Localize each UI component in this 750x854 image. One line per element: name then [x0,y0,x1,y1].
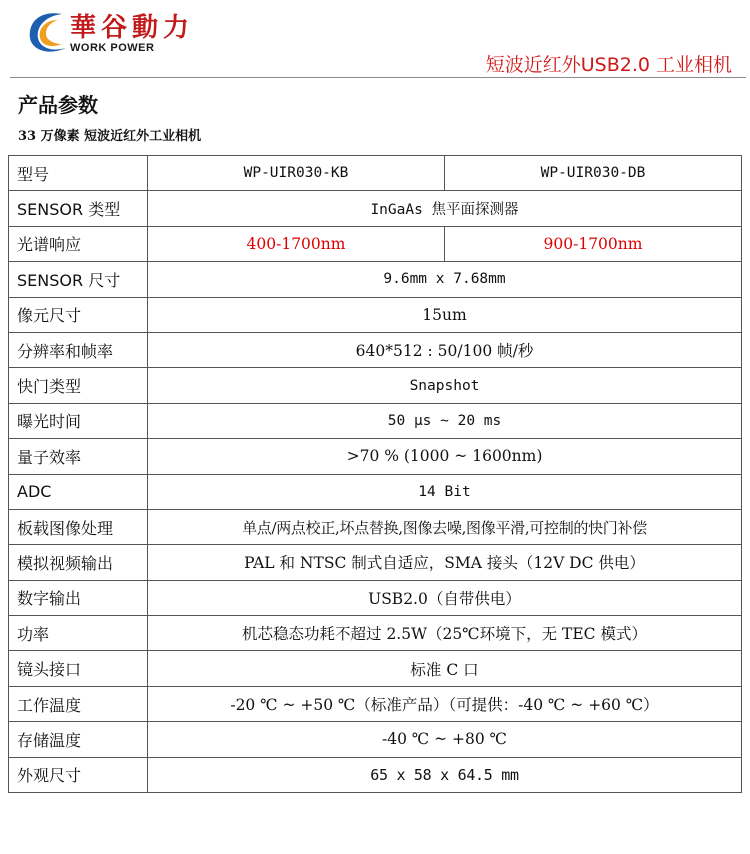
table-row [9,757,742,792]
row-value: 14 Bit [148,474,742,509]
row-value: 9.6mm x 7.68mm [148,262,742,297]
row-value: -40 ℃ ~ +80 ℃ [148,722,742,757]
row-label: SENSOR 尺寸 [9,262,148,297]
row-value: 50 μs ~ 20 ms [148,403,742,438]
table-row [9,616,742,651]
section-title: 产品参数 [18,93,98,117]
row-value: USB2.0（自带供电） [148,580,742,615]
table-row [9,439,742,474]
table-row-model [9,156,742,191]
row-value: 65 x 58 x 64.5 mm [148,757,742,792]
logo-chinese-name: 華谷動力 [70,13,195,43]
row-value: 标准 C 口 [148,651,742,686]
row-value: >70 % (1000 ~ 1600nm) [148,439,742,474]
row-label: 数字输出 [9,580,148,615]
table-row [9,545,742,580]
row-value: PAL 和 NTSC 制式自适应，SMA 接头（12V DC 供电） [148,545,742,580]
table-row [9,474,742,509]
row-value: 机芯稳态功耗不超过 2.5W（25℃环境下，无 TEC 模式） [148,616,742,651]
row-label: 镜头接口 [9,651,148,686]
row-label: 光谱响应 [9,226,148,261]
spectral-db: 900-1700nm [445,226,742,261]
row-label: 板载图像处理 [9,509,148,544]
row-value: Snapshot [148,368,742,403]
table-row [9,297,742,332]
row-label: 工作温度 [9,686,148,721]
row-label: 模拟视频输出 [9,545,148,580]
row-value: 15um [148,297,742,332]
row-label: 外观尺寸 [9,757,148,792]
table-row-sensor-type [9,191,742,226]
row-value: 单点/两点校正,坏点替换,图像去噪,图像平滑,可控制的快门补偿 [148,509,742,544]
row-label: 分辨率和帧率 [9,332,148,367]
table-row [9,686,742,721]
row-value: -20 ℃ ~ +50 ℃（标准产品）（可提供：-40 ℃ ~ +60 ℃） [148,686,742,721]
spectral-kb: 400-1700nm [148,226,445,261]
row-value: 640*512 : 50/100 帧/秒 [148,332,742,367]
model-kb: WP-UIR030-KB [148,156,445,191]
page-header [0,0,750,80]
row-label: 功率 [9,616,148,651]
table-row [9,509,742,544]
row-label: 存储温度 [9,722,148,757]
product-name: 短波近红外USB2.0 工业相机 [485,54,732,76]
row-label: 快门类型 [9,368,148,403]
model-db: WP-UIR030-DB [445,156,742,191]
table-row-spectral [9,226,742,261]
table-row [9,262,742,297]
row-label: 像元尺寸 [9,297,148,332]
table-row [9,368,742,403]
spec-table [8,155,742,793]
row-value: InGaAs 焦平面探测器 [148,191,742,226]
table-row [9,332,742,367]
table-row [9,651,742,686]
header-divider [10,77,746,78]
table-row [9,403,742,438]
row-label: 曝光时间 [9,403,148,438]
row-label: 型号 [9,156,148,191]
row-label: 量子效率 [9,439,148,474]
logo-swoosh-icon [0,0,80,70]
subtitle: 33 万像素 短波近红外工业相机 [18,129,202,144]
table-row [9,580,742,615]
logo-english-name: WORK POWER [70,42,155,54]
row-label: SENSOR 类型 [9,191,148,226]
table-row [9,722,742,757]
row-label: ADC [9,474,148,509]
